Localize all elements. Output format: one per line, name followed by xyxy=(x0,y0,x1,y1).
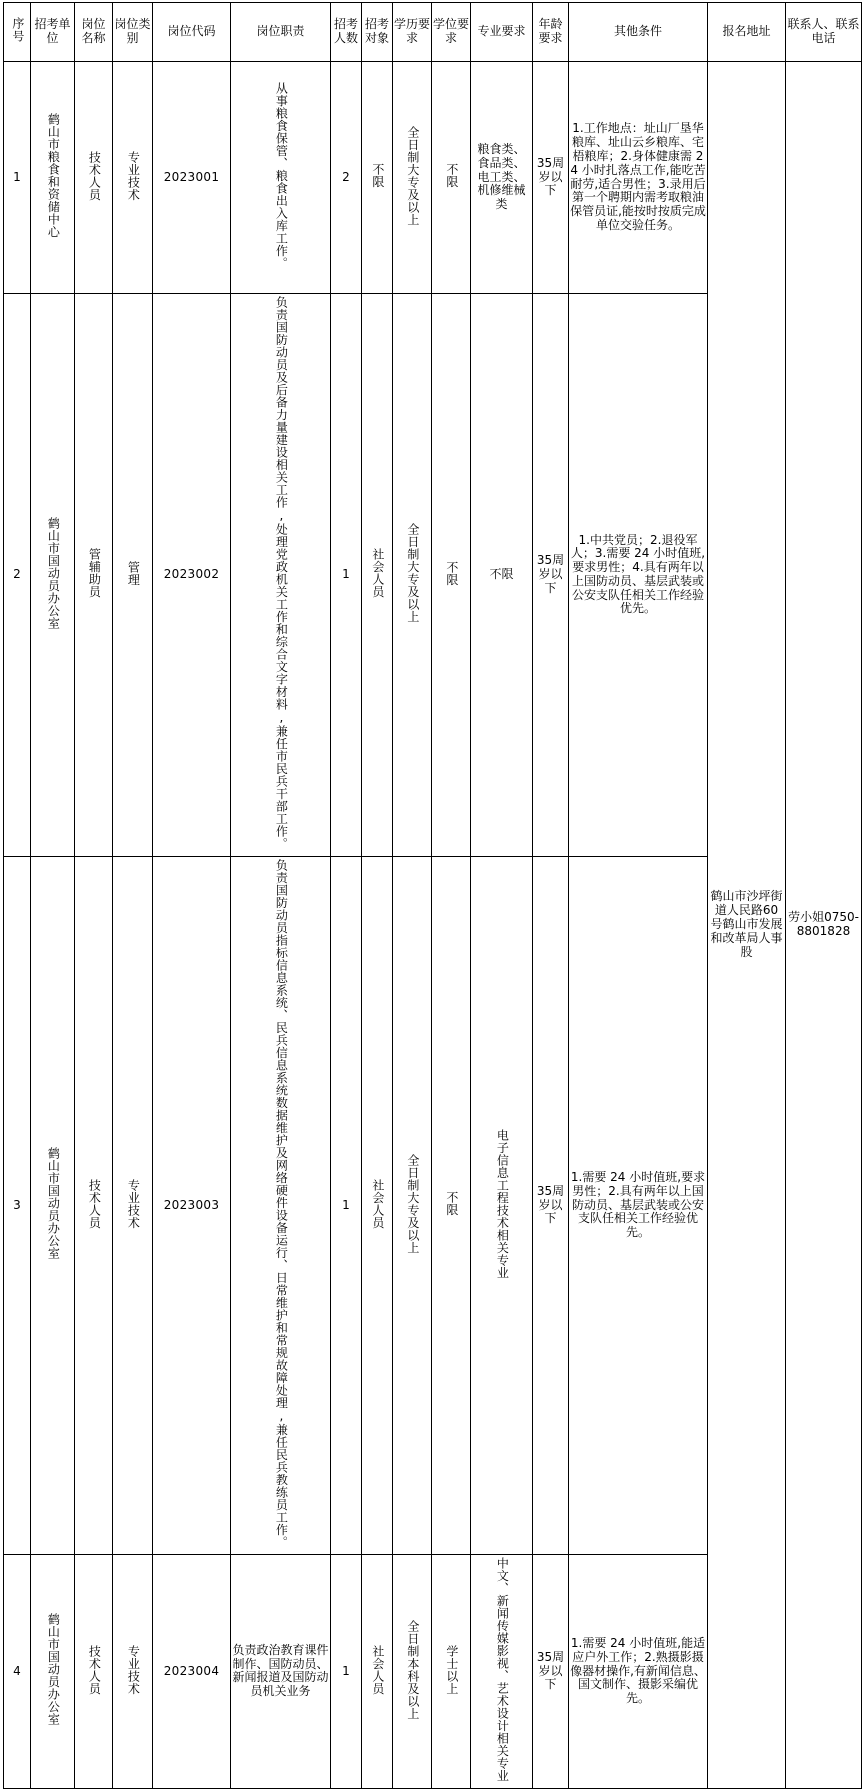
header-duty xyxy=(231,3,331,62)
header-degree xyxy=(432,3,471,62)
cell-unit-text: 鹤山市粮食和资储中心 xyxy=(46,113,61,239)
header-post-label: 岗位名称 xyxy=(81,17,106,45)
header-unit xyxy=(31,3,75,62)
cell-duty xyxy=(231,294,331,857)
cell-degree xyxy=(432,856,471,1554)
cell-target xyxy=(362,856,393,1554)
cell-unit xyxy=(31,294,75,857)
cell-major: 不限 xyxy=(471,294,533,857)
cell-type-text: 专业技术 xyxy=(126,150,141,201)
cell-duty-text: 负责国防动员及后备力量建设相关工作,处理党政机关工作和综合文字材料,兼任市民兵干部工作。 xyxy=(274,296,289,850)
cell-count: 1 xyxy=(331,1555,362,1789)
cell-count: 1 xyxy=(331,856,362,1554)
cell-count: 1 xyxy=(331,294,362,857)
cell-type-text: 专业技术 xyxy=(126,1178,141,1229)
cell-major xyxy=(471,1555,533,1789)
cell-type xyxy=(113,1555,153,1789)
cell-post xyxy=(75,294,113,857)
cell-other: 1.中共党员；2.退役军人；3.需要 24 小时值班,要求男性；4.具有两年以上国防动员、基层武装或公安支队任相关工作经验优先。 xyxy=(569,294,708,857)
header-type xyxy=(113,3,153,62)
header-post xyxy=(75,3,113,62)
cell-type-text: 专业技术 xyxy=(126,1644,141,1695)
cell-age: 35周岁以下 xyxy=(533,294,569,857)
cell-target-text: 不限 xyxy=(370,163,385,189)
cell-age: 35周岁以下 xyxy=(533,856,569,1554)
header-type-label: 岗位类别 xyxy=(114,17,151,45)
cell-post xyxy=(75,62,113,294)
header-major-label: 专业要求 xyxy=(477,24,526,39)
cell-degree-text: 不限 xyxy=(444,560,459,586)
header-target xyxy=(362,3,393,62)
cell-major-text: 电子信息工程技术相关专业 xyxy=(495,1128,510,1279)
cell-seq: 2 xyxy=(4,294,31,857)
cell-unit xyxy=(31,1555,75,1789)
header-age-label: 年龄要求 xyxy=(538,17,563,45)
cell-seq: 4 xyxy=(4,1555,31,1789)
recruitment-table xyxy=(3,2,862,1789)
cell-degree-text: 不限 xyxy=(444,1191,459,1217)
cell-age: 35周岁以下 xyxy=(533,1555,569,1789)
cell-post-text: 技术人员 xyxy=(87,1178,102,1229)
header-contact-label: 联系人、联系电话 xyxy=(787,17,860,45)
cell-duty: 负责政治教育课件制作、国防动员、新闻报道及国防动员机关业务 xyxy=(231,1555,331,1789)
cell-duty-text: 负责国防动员指标信息系统、民兵信息系统数据维护及网络硬件设备运行、日常维护和常规故障处理,兼任民兵教练员工作。 xyxy=(274,858,289,1549)
header-education xyxy=(393,3,432,62)
cell-education xyxy=(393,856,432,1554)
cell-education-text: 全日制本科及以上 xyxy=(405,1619,420,1720)
cell-unit-text: 鹤山市国动员办公室 xyxy=(46,1613,61,1726)
header-duty-label: 岗位职责 xyxy=(256,24,305,39)
header-code xyxy=(153,3,231,62)
cell-education-text: 全日制大专及以上 xyxy=(405,1153,420,1254)
cell-type xyxy=(113,294,153,857)
header-other xyxy=(569,3,708,62)
header-other-label: 其他条件 xyxy=(613,24,662,39)
cell-code: 2023001 xyxy=(153,62,231,294)
cell-type xyxy=(113,856,153,1554)
header-address-label: 报名地址 xyxy=(722,24,771,39)
header-degree-label: 学位要求 xyxy=(433,17,470,45)
header-education-label: 学历要求 xyxy=(394,17,431,45)
cell-unit xyxy=(31,62,75,294)
cell-target xyxy=(362,1555,393,1789)
cell-address-merged: 鹤山市沙坪街道人民路60号鹤山市发展和改革局人事股 xyxy=(708,62,786,1789)
header-age xyxy=(533,3,569,62)
cell-type-text: 管理 xyxy=(126,560,141,586)
cell-type xyxy=(113,62,153,294)
cell-education xyxy=(393,294,432,857)
cell-education xyxy=(393,1555,432,1789)
header-major xyxy=(471,3,533,62)
cell-degree xyxy=(432,294,471,857)
cell-target-text: 社会人员 xyxy=(370,1644,385,1695)
cell-unit-text: 鹤山市国动员办公室 xyxy=(46,516,61,630)
header-unit-label: 招考单位 xyxy=(34,17,71,45)
cell-major: 粮食类、食品类、电工类、机修维械类 xyxy=(471,62,533,294)
cell-post xyxy=(75,1555,113,1789)
cell-unit xyxy=(31,856,75,1554)
cell-seq: 1 xyxy=(4,62,31,294)
table-row xyxy=(4,62,862,294)
cell-education xyxy=(393,62,432,294)
cell-target-text: 社会人员 xyxy=(370,1178,385,1229)
cell-post xyxy=(75,856,113,1554)
cell-age: 35周岁以下 xyxy=(533,62,569,294)
cell-post-text: 技术人员 xyxy=(87,150,102,201)
cell-other: 1.需要 24 小时值班,能适应户外工作；2.熟摄影摄像器材操作,有新闻信息、国文制作、摄影采编优先。 xyxy=(569,1555,708,1789)
header-count-label: 招考人数 xyxy=(333,17,358,45)
cell-code: 2023003 xyxy=(153,856,231,1554)
cell-unit-text: 鹤山市国动员办公室 xyxy=(46,1147,61,1260)
cell-duty xyxy=(231,62,331,294)
header-contact xyxy=(786,3,862,62)
cell-target xyxy=(362,62,393,294)
cell-code: 2023002 xyxy=(153,294,231,857)
cell-target xyxy=(362,294,393,857)
cell-degree xyxy=(432,1555,471,1789)
header-target-label: 招考对象 xyxy=(364,17,389,45)
header-count xyxy=(331,3,362,62)
header-seq-label: 序号 xyxy=(10,17,25,44)
table-header-row xyxy=(4,3,862,62)
cell-degree-text: 不限 xyxy=(444,163,459,189)
header-code-label: 岗位代码 xyxy=(167,24,216,39)
cell-degree xyxy=(432,62,471,294)
cell-other: 1.工作地点：址山厂垦华粮库、址山云乡粮库、宅梧粮库；2.身体健康需 24 小时扎落点工作,能吃苦耐劳,适合男性；3.录用后第一个聘期内需考取粮油保管员证,能按时按质完成单位交验任务。 xyxy=(569,62,708,294)
cell-other: 1.需要 24 小时值班,要求男性；2.具有两年以上国防动员、基层武装或公安支队任相关工作经验优先。 xyxy=(569,856,708,1554)
cell-major xyxy=(471,856,533,1554)
cell-target-text: 社会人员 xyxy=(370,548,385,598)
cell-contact-merged: 劳小姐0750-8801828 xyxy=(786,62,862,1789)
cell-duty-text: 从事粮食保管、粮食出入库工作。 xyxy=(274,81,289,270)
cell-education-text: 全日制大专及以上 xyxy=(405,523,420,623)
cell-code: 2023004 xyxy=(153,1555,231,1789)
cell-degree-text: 学士以上 xyxy=(444,1644,459,1695)
header-seq xyxy=(4,3,31,62)
header-address xyxy=(708,3,786,62)
cell-seq: 3 xyxy=(4,856,31,1554)
cell-post-text: 技术人员 xyxy=(87,1644,102,1695)
cell-major-text: 中文、新闻传媒影视、艺术设计相关专业 xyxy=(495,1557,510,1783)
cell-count: 2 xyxy=(331,62,362,294)
cell-duty xyxy=(231,856,331,1554)
cell-education-text: 全日制大专及以上 xyxy=(405,125,420,226)
cell-post-text: 管辅助员 xyxy=(87,548,102,598)
